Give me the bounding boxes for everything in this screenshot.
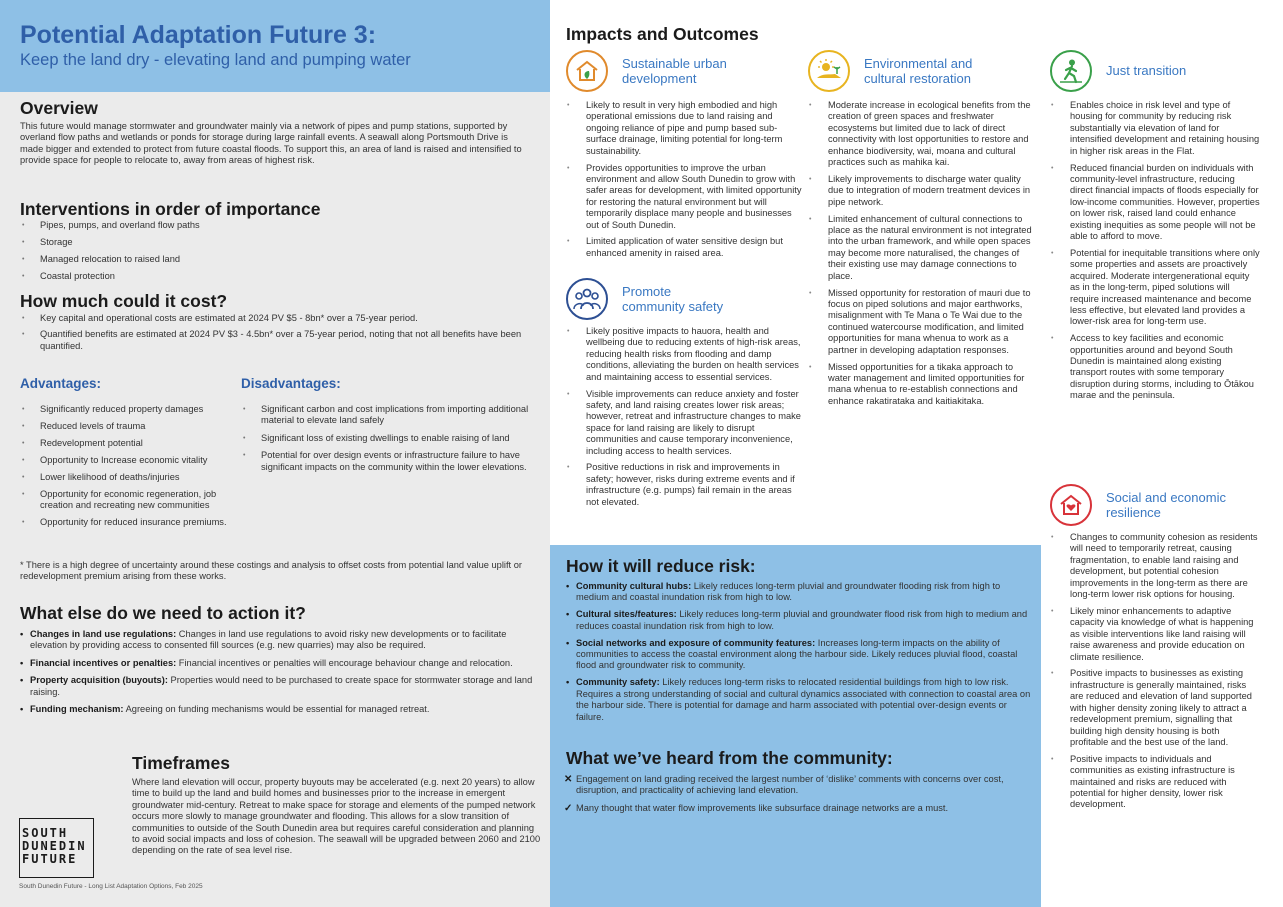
community-list [566,326,806,514]
house-heart-icon [1050,484,1092,526]
category-label: Promote community safety [622,283,724,314]
risk-list [566,581,1034,723]
list-item: • Opportunity for reduced insurance premiums. [20,517,240,528]
list-item: • Social networks and exposure of community features: Increases long-term impacts on the ability of communities to access the coastal environment along the harbour side. Likely reduces pluvial flood, coastal flood and groundwater risk to community. [566,638,1034,672]
timeframes-text: Where land elevation will occur, property buyouts may be accelerated (e.g. next 20 years) to allow time to build up the land and build homes and businesses prior to the increase in emergent groundwater mid-century. Retreat to make space for storage and elements of the pumped network occurs more slowly to manage groundwater and flooding. This allows for a slow transition of communities to outside of the South Dunedin area but requires careful consideration and planning to avoid social impacts and loss of cohesion. The seawall will be upgraded between 2060 and 2100 depending on the rate of sea level rise. [132,777,541,856]
overview-text: This future would manage stormwater and groundwater mainly via a network of pipes and pump stations, supported by overland flow paths and wetlands or ponds for storage during large rainfall events. A seawall along Portsmouth Drive is made bigger and extended to protect from future coastal floods. To support this, an area of land is raised and intensified to provide space for people to relocate to, away from areas of highest risk. [20,121,522,166]
interventions-section [20,198,532,282]
list-item: • Visible improvements can reduce anxiety and foster safety, and land raising creates lower risk areas; however, retreat and infrastructure changes to make space for land raising are likely to disrupt communities and cause temporary inconvenience, including access to health services. [566,389,806,457]
list-item: • Community safety: Likely reduces long-term risks to relocated residential buildings from high to low risk. Requires a strong understanding of social and cultural dynamics associated with connection to coastal area on the harbour side. There is potential for damage and harm associated with potential over-design events or failure. [566,677,1034,723]
advantages-list [20,404,240,528]
south-dunedin-future-logo: SOUTH DUNEDIN FUTURE [19,818,94,878]
overview-section [20,97,532,167]
action-list [20,629,540,715]
interventions-list [20,220,532,282]
just-transition-category-header [1050,50,1186,92]
cost-section [20,290,532,352]
category-label: Just transition [1106,63,1187,79]
list-item: • Significantly reduced property damages [20,404,240,415]
list-item: • Potential for inequitable transitions where only some properties and assets are proactively acquired. Moderate intergenerational equity as in the long-term, piped solutions will require increased maintenance and become less effective, but elevated land provides a lower-risk area for long-term use. [1050,248,1260,328]
social-category-header [1050,484,1226,526]
title-band [0,0,550,92]
action-heading: What else do we need to action it? [20,603,306,623]
list-item: • Changes in land use regulations: Changes in land use regulations to avoid risky new developments or to facilitate elevation by providing access to consented fill sources (e.g. new quarries) may also be required. [20,629,540,652]
list-item: ✕ Engagement on land grading received the largest number of ‘dislike’ comments with concerns over cost, disruption, and practicality of achieving land elevation. [564,774,1004,796]
list-item: • Positive reductions in risk and improvements in safety; however, risks during extreme events and if infrastructure (e.g. pumps) fail remain in the areas not elevated. [566,462,806,508]
list-item: • Likely minor enhancements to adaptive capacity via knowledge of what is happening as visible interventions like land raising will raise awareness and provide education on climate resilience. [1050,606,1260,663]
cost-list [20,313,532,352]
list-item: • Opportunity to Increase economic vitality [20,455,240,466]
people-group-icon [566,278,608,320]
page-title: Potential Adaptation Future 3: [20,21,377,49]
community-category-header [566,278,723,320]
sun-landscape-icon [808,50,850,92]
environmental-category-header [808,50,972,92]
impacts-heading: Impacts and Outcomes [566,24,759,44]
heard-list [566,774,1034,814]
advantages-section [20,376,240,528]
list-item: • Reduced levels of trauma [20,421,240,432]
timeframes-heading: Timeframes [132,753,230,773]
social-list [1050,532,1260,816]
list-item: • Likely positive impacts to hauora, health and wellbeing due to reducing extents of high-risk areas, reducing health risks from flooding and damp conditions, alleviating the burden on health services and maintaining access to essential services. [566,326,806,383]
list-item: • Lower likelihood of deaths/injuries [20,472,240,483]
list-item: • Moderate increase in ecological benefits from the creation of green spaces and freshwater ecosystems but limited due to lack of direct connectivity with lost opportunities to restore and enhance biodiversity, wai, moana and cultural practices such as mahika kai. [808,100,1036,168]
list-item: • Quantified benefits are estimated at 2024 PV $3 - 4.5bn* over a 75-year period, noting that not all benefits have been quantified. [20,329,532,352]
category-label: Social and economic resilience [1106,489,1226,520]
list-item: • Storage [20,237,532,248]
category-label: Sustainable urban development [622,55,727,86]
list-item: • Access to key facilities and economic opportunities around and beyond South Dunedin is maintained along existing transport routes with some temporary disruption during storms, including to Ōtākou marae and the peninsula. [1050,333,1260,401]
list-item: • Managed relocation to raised land [20,254,532,265]
list-item: • Changes to community cohesion as residents will need to temporarily retreat, causing fragmentation, to enable land raising and development, but potential cohesion improvements in the long-term as there are long-term lower risk options for housing. [1050,532,1260,600]
list-item: • Funding mechanism: Agreeing on funding mechanisms would be essential for managed retreat. [20,704,540,715]
risk-section [566,555,1034,728]
just-transition-list [1050,100,1260,407]
cross-icon: ✕ [564,774,573,785]
list-item: • Limited application of water sensitive design but enhanced amenity in raised area. [566,236,806,259]
list-item: • Cultural sites/features: Likely reduces long-term pluvial and groundwater flood risk from high to medium and reduces coastal inundation risk from high to low. [566,609,1034,632]
sustainable-category-header [566,50,727,92]
list-item: • Limited enhancement of cultural connections to place as the natural environment is not integrated into the urban framework, and while open spaces may become more naturalised, the changes of their existing use may damage connections to place. [808,214,1036,282]
list-item: • Reduced financial burden on individuals with community-level infrastructure, reducing direct financial impacts of floods especially for low-income communities. However, properties on lower risk, raised land could enhance existing inequities as some people will not be able to afford to move. [1050,163,1260,243]
list-item: • Enables choice in risk level and type of housing for community by reducing risk substantially via elevation of land for intensified development and retaining housing in higher risk areas in the Flat. [1050,100,1260,157]
house-leaf-icon [566,50,608,92]
list-item: • Pipes, pumps, and overland flow paths [20,220,532,231]
overview-heading: Overview [20,98,98,118]
list-item: • Likely improvements to discharge water quality due to integration of modern treatment devices in pipe network. [808,174,1036,208]
list-item: • Property acquisition (buyouts): Properties would need to be purchased to create space for stormwater storage and land raising. [20,675,540,698]
list-item: • Opportunity for economic regeneration, job creation and recreating new communities [20,489,240,512]
list-item: • Community cultural hubs: Likely reduces long-term pluvial and groundwater flooding risk from high to medium and coastal inundation risk from high to low. [566,581,1034,604]
list-item: • Missed opportunities for a tikaka approach to water management and limited opportunities for mana whenua to re-establish connections and enhance rakatirataka and kaitiakitaka. [808,362,1036,408]
footer-text: South Dunedin Future - Long List Adaptation Options, Feb 2025 [19,883,203,890]
list-item: • Coastal protection [20,271,532,282]
list-item: • Potential for over design events or infrastructure failure to have significant impacts on the community within the lower elevations. [241,450,531,473]
cost-heading: How much could it cost? [20,291,228,311]
list-item: • Key capital and operational costs are estimated at 2024 PV $5 - 8bn* over a 75-year period. [20,313,532,324]
sustainable-list [566,100,806,265]
person-walking-icon [1050,50,1092,92]
environmental-list [808,100,1036,413]
disadvantages-section [241,376,531,473]
list-item: • Positive impacts to individuals and communities as existing infrastructure is maintained and risks are reduced with potential for higher density, lower risk development. [1050,754,1260,811]
category-label: Environmental and cultural restoration [864,55,973,86]
advantages-heading: Advantages: [20,376,102,391]
list-item: • Significant loss of existing dwellings to enable raising of land [241,433,531,444]
heard-heading: What we’ve heard from the community: [566,748,893,768]
list-item: ✓ Many thought that water flow improvements like subsurface drainage networks are a must. [564,802,949,814]
disadvantages-list [241,404,531,473]
disadvantages-heading: Disadvantages: [241,376,341,391]
interventions-heading: Interventions in order of importance [20,199,321,219]
list-item: • Positive impacts to businesses as existing infrastructure is generally maintained, risks are reduced and elevation of land supported with higher density zoning likely to attract a redevelopment premium, signalling that building high density housing is both profitable and the best use of the land. [1050,668,1260,748]
timeframes-section [132,752,542,857]
cost-footnote: * There is a high degree of uncertainty around these costings and analysis to offset costs from potential land value uplift or redevelopment premium arising from these works. [20,560,522,582]
heard-section [566,747,1034,820]
list-item: • Redevelopment potential [20,438,240,449]
check-icon: ✓ [564,802,573,814]
list-item: • Likely to result in very high embodied and high operational emissions due to land raising and ongoing reliance of pipe and pump based sub-surface drainage, limiting potential for long-term sustainability. [566,100,806,157]
page-subtitle: Keep the land dry - elevating land and pumping water [20,51,411,69]
risk-heading: How it will reduce risk: [566,556,756,576]
action-section [20,602,540,721]
list-item: • Missed opportunity for restoration of mauri due to focus on piped solutions and major earthworks, misalignment with Te Mana o Te Wai due to the continued watercourse modification, and limited opportunities for mana whenua to work as a partner in developing adaptation responses. [808,288,1036,356]
list-item: • Financial incentives or penalties: Financial incentives or penalties will encourage behaviour change and relocation. [20,658,540,669]
list-item: • Provides opportunities to improve the urban environment and allow South Dunedin to grow with safer areas for development, with limited opportunity for restoring the natural environment but will temporarily displace many people and businesses out of South Dunedin. [566,163,806,231]
list-item: • Significant carbon and cost implications from importing additional material to elevate land safely [241,404,531,427]
